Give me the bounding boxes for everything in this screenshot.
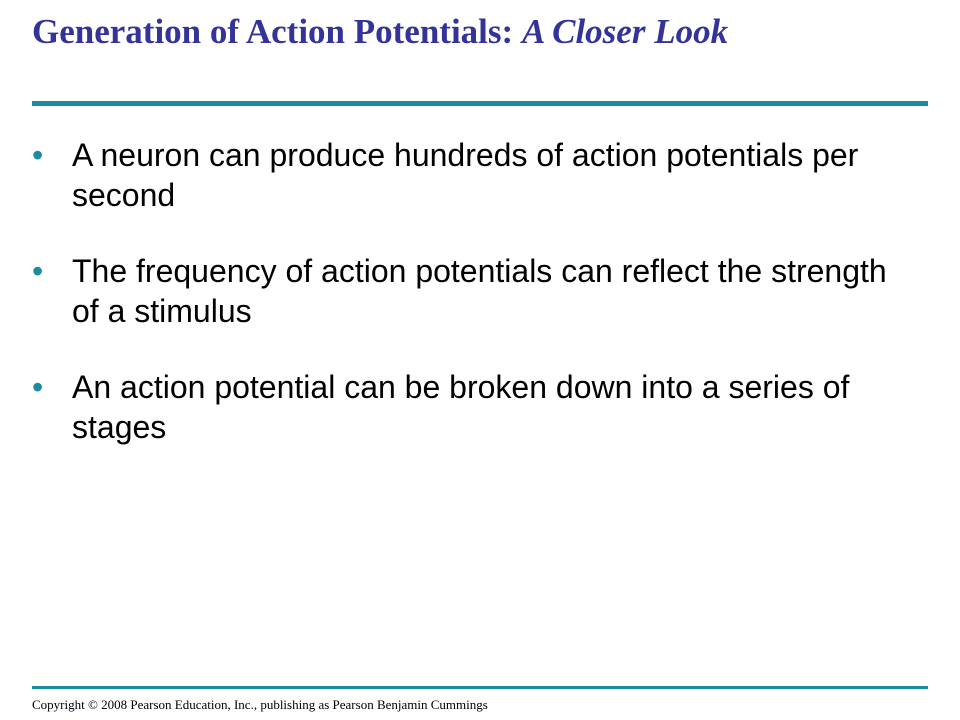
bullet-icon: • [32, 137, 44, 173]
bullet-text: The frequency of action potentials can reflect the strength of a stimulus [72, 253, 887, 329]
bullet-icon: • [32, 253, 44, 289]
bullet-item [32, 367, 912, 447]
slide-title-main: Generation of Action Potentials: [32, 12, 522, 51]
footer-divider [32, 686, 928, 689]
bullet-text: An action potential can be broken down into a series of stages [72, 369, 850, 445]
title-divider [32, 101, 928, 106]
bullet-list [32, 135, 912, 483]
bullet-item [32, 251, 912, 331]
bullet-item [32, 135, 912, 215]
slide-title [32, 12, 728, 52]
slide-title-italic: A Closer Look [521, 12, 729, 51]
bullet-icon: • [32, 369, 44, 405]
bullet-text: A neuron can produce hundreds of action potentials per second [72, 137, 859, 213]
copyright-notice: Copyright © 2008 Pearson Education, Inc., publishing as Pearson Benjamin Cummings [32, 697, 488, 712]
